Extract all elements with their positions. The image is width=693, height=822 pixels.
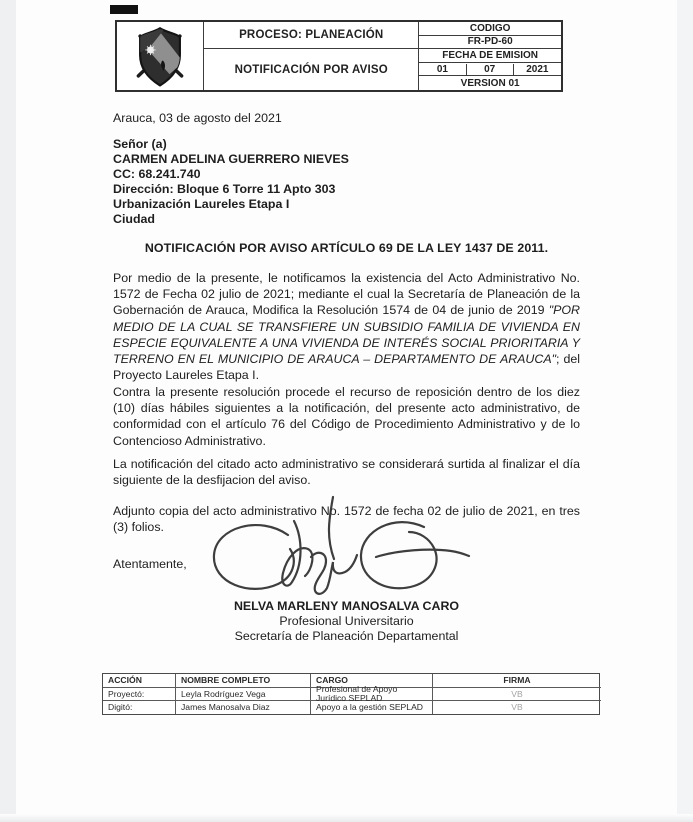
approval-header-nombre: NOMBRE COMPLETO: [176, 674, 311, 688]
header-process-cell: [204, 22, 418, 49]
recipient-city: Ciudad: [113, 212, 155, 226]
closing-line: Atentamente,: [113, 557, 187, 571]
approval-row2-cargo: Apoyo a la gestión SEPLAD: [311, 701, 433, 714]
signer-title: Profesional Universitario: [279, 614, 414, 628]
signer-name: NELVA MARLENY MANOSALVA CARO: [233, 599, 460, 613]
paragraph-2: Contra la presente resolución procede el recurso de reposición dentro de los diez (10) días hábiles siguientes a la notificación, del presente acto administrativo, de conformidad con el artículo 76 del Código de Procedimiento Administrativo y de lo Contencioso Administrativo.: [113, 385, 580, 448]
approval-row2-firma: VB: [511, 702, 523, 713]
header-meta-column: [419, 22, 561, 90]
recipient-address: Dirección: Bloque 6 Torre 11 Apto 303: [113, 182, 336, 196]
header-doctype-cell: [204, 49, 418, 90]
header-middle-cell: [204, 22, 419, 90]
codigo-value: FR-PD-60: [419, 36, 561, 50]
version-label: VERSION 01: [460, 77, 520, 89]
scan-corner-mark: [110, 5, 138, 14]
approval-table: [102, 673, 600, 715]
arauca-crest-icon: [129, 24, 191, 88]
approval-row1-firma: VB: [433, 688, 601, 701]
fecha-emision-values: [419, 63, 561, 77]
scan-edge-bottom: [0, 814, 693, 822]
header-logo-cell: [117, 22, 204, 90]
codigo-label: CODIGO: [419, 22, 561, 36]
approval-row1-cargo: Profesional de Apoyo Jurídico SEPLAD: [311, 688, 433, 701]
approval-header-accion: ACCIÓN: [103, 674, 176, 688]
paragraph-3: La notificación del citado acto administrativo se considerará surtida al finalizar el día siguiente de la desfijacion del aviso.: [113, 457, 580, 488]
recipient-id: CC: 68.241.740: [113, 167, 201, 181]
fecha-year: 2021: [526, 63, 549, 75]
process-label: PROCESO: PLANEACIÓN: [239, 29, 384, 42]
approval-row2-accion: Digitó:: [103, 701, 176, 714]
paragraph-1-tail: ; del Proyecto Laureles Etapa I.: [113, 352, 581, 383]
fecha-day: 01: [419, 64, 466, 75]
recipient-block: [113, 137, 580, 227]
paragraph-1: [113, 270, 580, 383]
doc-type-label: NOTIFICACIÓN POR AVISO: [234, 63, 388, 76]
fecha-emision-label: FECHA DE EMISION: [419, 49, 561, 63]
signer-office: Secretaría de Planeación Departamental: [234, 629, 459, 643]
letter-title: NOTIFICACIÓN POR AVISO ARTÍCULO 69 DE LA LEY 1437 DE 2011.: [144, 241, 549, 255]
approval-row2-nombre: James Manosalva Diaz: [176, 701, 311, 714]
approval-row1-accion: Proyectó:: [103, 688, 176, 701]
approval-row1-nombre: Leyla Rodríguez Vega: [176, 688, 311, 701]
scan-edge-left: [0, 0, 16, 822]
header-form-table: [115, 20, 563, 92]
recipient-name: CARMEN ADELINA GUERRERO NIEVES: [113, 152, 349, 166]
fecha-month: 07: [467, 64, 514, 75]
date-line: Arauca, 03 de agosto del 2021: [113, 111, 282, 125]
recipient-salutation: Señor (a): [113, 137, 167, 151]
approval-header-cargo: CARGO: [311, 674, 433, 688]
paragraph-1-resolution-quote: "POR MEDIO DE LA CUAL SE TRANSFIERE UN SUBSIDIO FAMILIA DE VIVIENDA EN ESPECIE EQUIVALENTE A UNA VIVIENDA DE INTERÉS SOCIAL PRIORITARIA Y TERRENO EN EL MUNICIPIO DE ARAUCA – DEPARTAMENTO DE ARAUCA": [113, 303, 580, 367]
paragraph-4: Adjunto copia del acto administrativo No. 1572 de fecha 02 de julio de 2021, en tres (3) folios.: [113, 504, 580, 535]
approval-header-firma: FIRMA: [433, 674, 601, 688]
recipient-neighborhood: Urbanización Laureles Etapa I: [113, 197, 290, 211]
scan-edge-right: [677, 0, 693, 822]
paragraph-1-lead: Por medio de la presente, le notificamos la existencia del Acto Administrativo No. 1572 de Fecha 02 julio de 2021; mediante el cual la Secretaría de Planeación de la Gobernación de Arauca, Modifica la Resolución 1574 de 04 de junio de 2019: [113, 271, 580, 318]
